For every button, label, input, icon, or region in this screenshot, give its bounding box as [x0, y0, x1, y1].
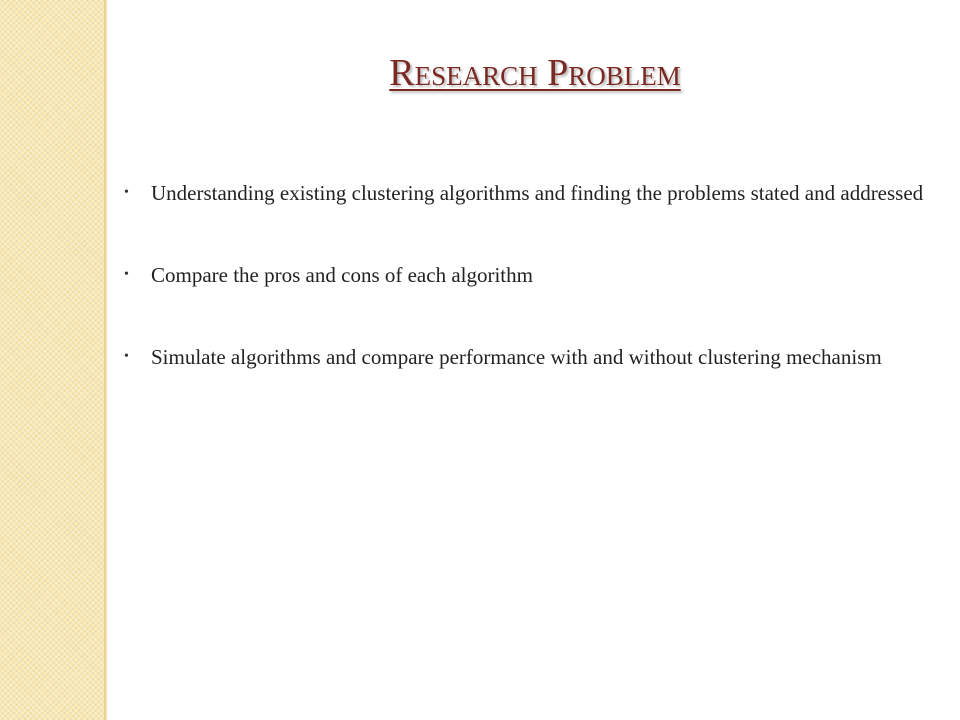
- bullet-text: Simulate algorithms and compare performance with and without clustering mechanism: [151, 345, 882, 369]
- bullet-item: [124, 178, 952, 208]
- bullet-dot-icon: •: [124, 349, 129, 364]
- bullet-dot-icon: •: [124, 267, 129, 282]
- bullet-dot-icon: •: [124, 185, 129, 200]
- slide-title: Research Problem: [389, 52, 681, 94]
- bullet-text: Understanding existing clustering algorithms and finding the problems stated and addressed: [151, 181, 924, 205]
- bullet-item: [124, 260, 952, 290]
- decorative-side-band: [0, 0, 104, 720]
- bullet-item: [124, 342, 952, 372]
- bullet-text: Compare the pros and cons of each algorithm: [151, 263, 533, 287]
- side-band-edge: [104, 0, 107, 720]
- bullet-list: [124, 178, 952, 424]
